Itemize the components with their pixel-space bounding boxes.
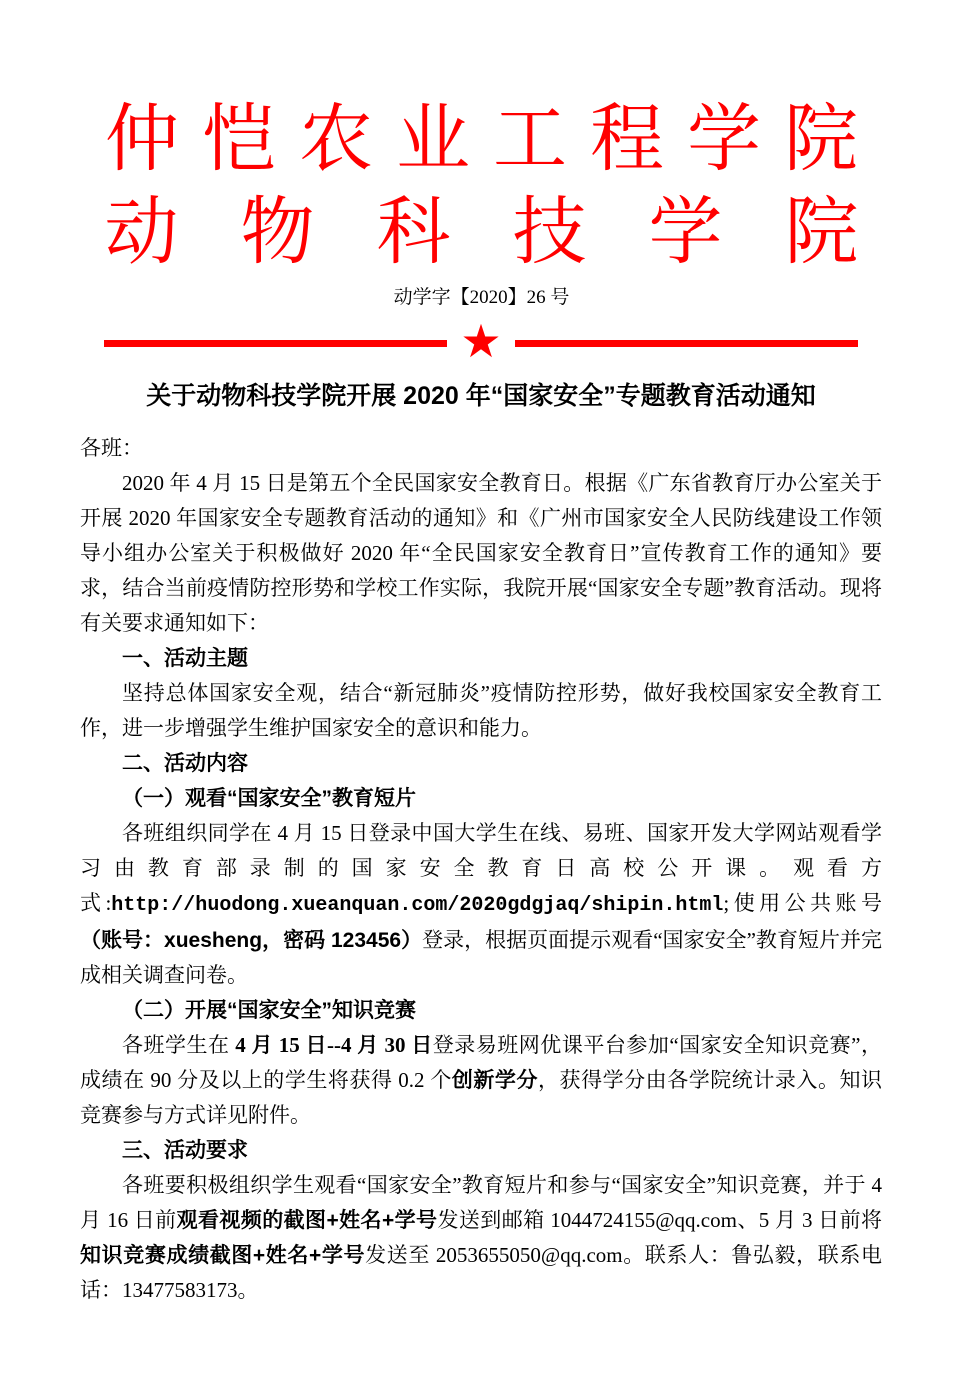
video-text-1: 各班组织同学在 4 月 15 日登录中国大学生在线、易班、国家开发大学网站观看学习由教育部录制的国家安全教育日高校公开课。观看方式:: [80, 820, 882, 915]
red-divider: [104, 315, 858, 367]
section2-item1-heading: （一）观看“国家安全”教育短片: [122, 786, 416, 810]
video-text-2: ;使用公共账号: [723, 890, 882, 915]
video-paragraph: [80, 816, 882, 993]
letterhead: [0, 0, 963, 273]
requirements-text-3: 发送至 2053655050@qq.com。联系人：鲁弘毅，联系电话：13477583173。: [80, 1242, 882, 1302]
video-url: http://huodong.xueanquan.com/2020gdgjaq/shipin.html: [111, 893, 724, 917]
section2-heading: 二、活动内容: [122, 751, 248, 775]
divider-line-left: [104, 340, 447, 347]
salutation: 各班：: [80, 435, 143, 460]
college-name: 动物科技学院: [104, 190, 921, 274]
account-info: （账号：xuesheng，密码 123456）: [80, 928, 423, 952]
section2-item2-heading: （二）开展“国家安全”知识竞赛: [122, 998, 416, 1022]
doc-number: 动学字【2020】26 号: [393, 286, 570, 308]
competition-text-3: ，获得学分由各学院统计录入。知识竞赛参与方式详见附件。: [80, 1067, 883, 1127]
university-name: 仲恺农业工程学院: [105, 97, 881, 180]
section1-heading: 一、活动主题: [122, 646, 248, 670]
document-title: 关于动物科技学院开展 2020 年“国家安全”专题教育活动通知: [146, 381, 816, 410]
section3-heading: 三、活动要求: [122, 1138, 248, 1162]
competition-paragraph: [80, 1028, 882, 1133]
star-icon: ★: [460, 315, 502, 367]
document-body: [80, 431, 882, 1308]
competition-text-2: 登录易班网优课平台参加“国家安全知识竞赛”，成绩在 90 分及以上的学生将获得 0.2 个: [80, 1032, 882, 1092]
section1-paragraph: 坚持总体国家安全观，结合“新冠肺炎”疫情防控形势，做好我校国家安全教育工作，进一步增强学生维护国家安全的意识和能力。: [80, 680, 882, 740]
video-requirement: 观看视频的截图+姓名+学号: [176, 1208, 438, 1232]
requirements-text-1: 各班要积极组织学生观看“国家安全”教育短片和参与“国家安全”知识竞赛，并于 4 月 16 日前: [80, 1172, 882, 1232]
competition-text-1: 各班学生在: [122, 1032, 236, 1057]
video-text-3: 登录，根据页面提示观看“国家安全”教育短片并完成相关调查问卷。: [80, 927, 882, 987]
credit-highlight: 创新学分: [451, 1068, 538, 1092]
requirements-paragraph: [80, 1168, 882, 1308]
divider-line-right: [515, 340, 858, 347]
competition-requirement: 知识竞赛成绩截图+姓名+学号: [80, 1243, 366, 1267]
requirements-text-2: 发送到邮箱 1044724155@qq.com、5 月 3 日前将: [437, 1207, 883, 1232]
date-range: 4 月 15 日--4 月 30 日: [235, 1032, 433, 1057]
intro-paragraph: 2020 年 4 月 15 日是第五个全民国家安全教育日。根据《广东省教育厅办公室关于开展 2020 年国家安全专题教育活动的通知》和《广州市国家安全人民防线建设工作领导小组办公室关于积极做好 2020 年“全民国家安全教育日”宣传教育工作的通知》要求，结合当前疫情防控形势和学校工作实际，我院开展“国家安全专题”教育活动。现将有关要求通知如下：: [80, 470, 882, 635]
